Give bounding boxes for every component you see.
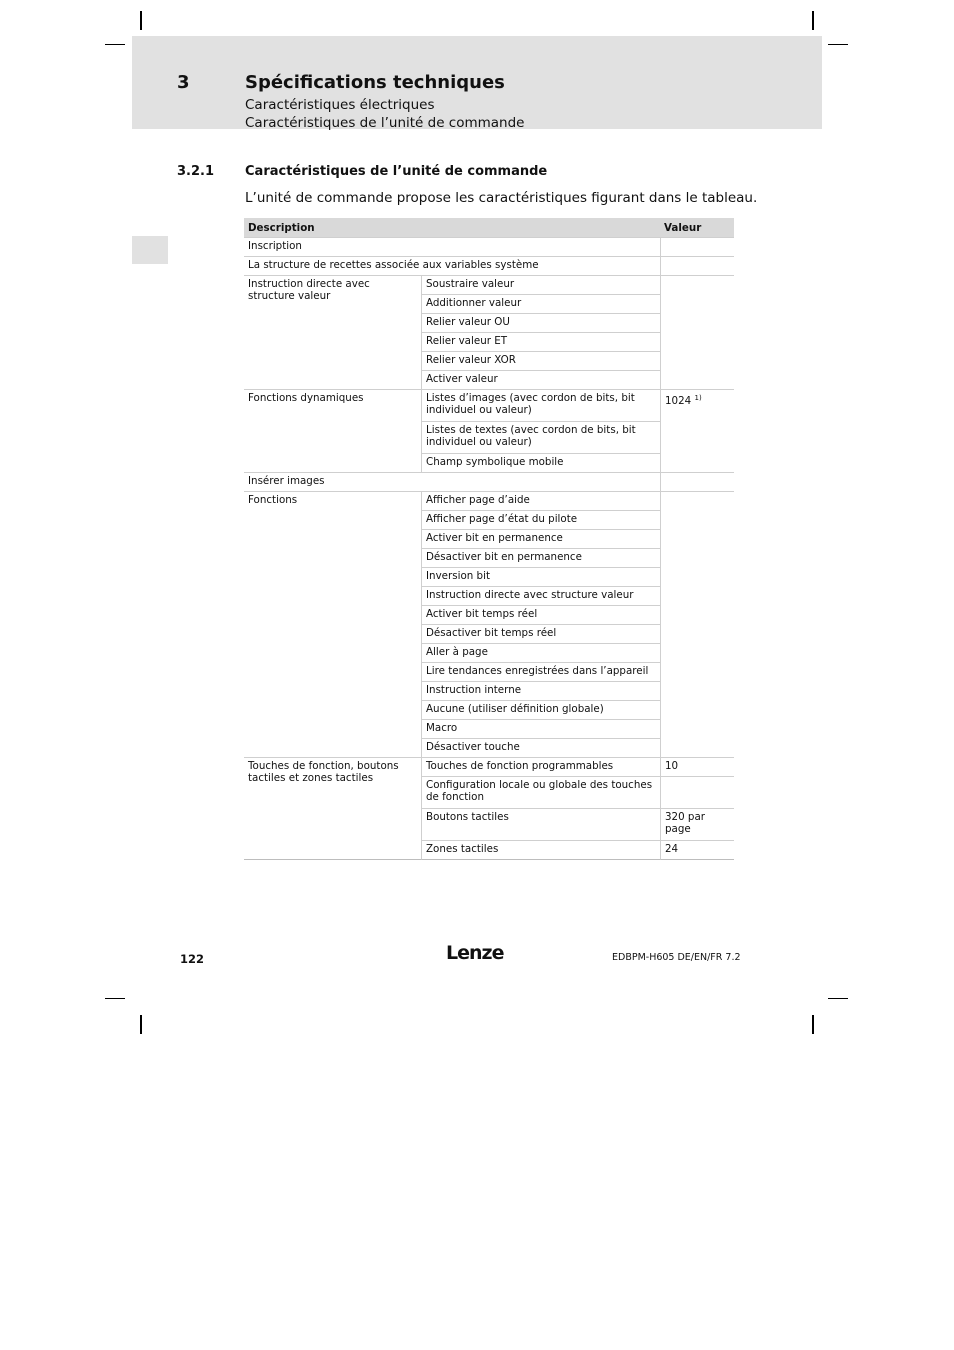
cell-sub: Champ symbolique mobile: [421, 454, 660, 473]
cell-sub: Instruction interne: [421, 682, 660, 701]
cell-sub: Désactiver bit temps réel: [421, 625, 660, 644]
chapter-subtitle: Caractéristiques électriques: [245, 97, 435, 113]
spec-table: [244, 218, 734, 860]
cell-sub: Inversion bit: [421, 568, 660, 587]
cell-sub: Macro: [421, 720, 660, 739]
section-intro: L’unité de commande propose les caractéristiques figurant dans le tableau.: [245, 190, 758, 206]
cell-value: 24: [660, 841, 734, 860]
cell-sub: Listes de textes (avec cordon de bits, bit individuel ou valeur): [421, 422, 660, 454]
lenze-logo: Lenze: [446, 942, 504, 964]
cell-description: Insérer images: [244, 473, 660, 492]
value-text: 1024: [665, 394, 692, 407]
crop-mark: [828, 998, 848, 999]
table-row: [244, 758, 734, 777]
crop-mark: [140, 11, 142, 30]
cell-value: [660, 473, 734, 492]
cell-value: [660, 777, 734, 809]
crop-mark: [140, 1015, 142, 1034]
cell-value: [660, 492, 734, 758]
cell-value: [660, 257, 734, 276]
chapter-subtitle: Caractéristiques de l’unité de commande: [245, 115, 525, 131]
page-number: 122: [180, 952, 205, 966]
cell-sub: Désactiver bit en permanence: [421, 549, 660, 568]
footnote-marker: 1): [694, 393, 702, 402]
cell-sub: Touches de fonction programmables: [421, 758, 660, 777]
crop-mark: [812, 11, 814, 30]
crop-mark: [828, 44, 848, 45]
cell-sub: Boutons tactiles: [421, 809, 660, 841]
header-value: Valeur: [660, 218, 734, 238]
cell-sub: Aller à page: [421, 644, 660, 663]
cell-sub: Instruction directe avec structure valeur: [421, 587, 660, 606]
cell-sub: Afficher page d’aide: [421, 492, 660, 511]
cell-sub: Lire tendances enregistrées dans l’appareil: [421, 663, 660, 682]
cell-description: Instruction directe avec structure valeur: [244, 276, 421, 390]
cell-sub: Configuration locale ou globale des touches de fonction: [421, 777, 660, 809]
cell-sub: Relier valeur OU: [421, 314, 660, 333]
table-row: [244, 390, 734, 422]
crop-mark: [105, 44, 125, 45]
section-title: Caractéristiques de l’unité de commande: [245, 164, 548, 179]
cell-sub: Listes d’images (avec cordon de bits, bit individuel ou valeur): [421, 390, 660, 422]
side-tab-marker: [132, 236, 168, 264]
cell-sub: Activer bit en permanence: [421, 530, 660, 549]
cell-sub: Afficher page d’état du pilote: [421, 511, 660, 530]
cell-sub: Relier valeur XOR: [421, 352, 660, 371]
table-row: [244, 238, 734, 257]
cell-description: Fonctions: [244, 492, 421, 758]
cell-description: Fonctions dynamiques: [244, 390, 421, 473]
chapter-title: Spécifications techniques: [245, 72, 505, 93]
table-row: [244, 473, 734, 492]
cell-value: 320 par page: [660, 809, 734, 841]
cell-description: Touches de fonction, boutons tactiles et zones tactiles: [244, 758, 421, 860]
table-header-row: [244, 218, 734, 238]
cell-value: [660, 238, 734, 257]
crop-mark: [105, 998, 125, 999]
table-row: [244, 492, 734, 511]
chapter-number: 3: [177, 72, 190, 93]
cell-sub: Additionner valeur: [421, 295, 660, 314]
cell-sub: Aucune (utiliser définition globale): [421, 701, 660, 720]
crop-mark: [812, 1015, 814, 1034]
cell-value: [660, 390, 734, 473]
cell-sub: Relier valeur ET: [421, 333, 660, 352]
cell-value: [660, 276, 734, 390]
section-number: 3.2.1: [177, 164, 215, 179]
cell-description: Inscription: [244, 238, 660, 257]
cell-description: La structure de recettes associée aux variables système: [244, 257, 660, 276]
table-row: [244, 257, 734, 276]
table-row: [244, 276, 734, 295]
cell-sub: Désactiver touche: [421, 739, 660, 758]
cell-sub: Activer bit temps réel: [421, 606, 660, 625]
document-id: EDBPM-H605 DE/EN/FR 7.2: [612, 952, 741, 963]
header-description: Description: [244, 218, 660, 238]
cell-sub: Soustraire valeur: [421, 276, 660, 295]
cell-sub: Activer valeur: [421, 371, 660, 390]
cell-value: 10: [660, 758, 734, 777]
cell-sub: Zones tactiles: [421, 841, 660, 860]
